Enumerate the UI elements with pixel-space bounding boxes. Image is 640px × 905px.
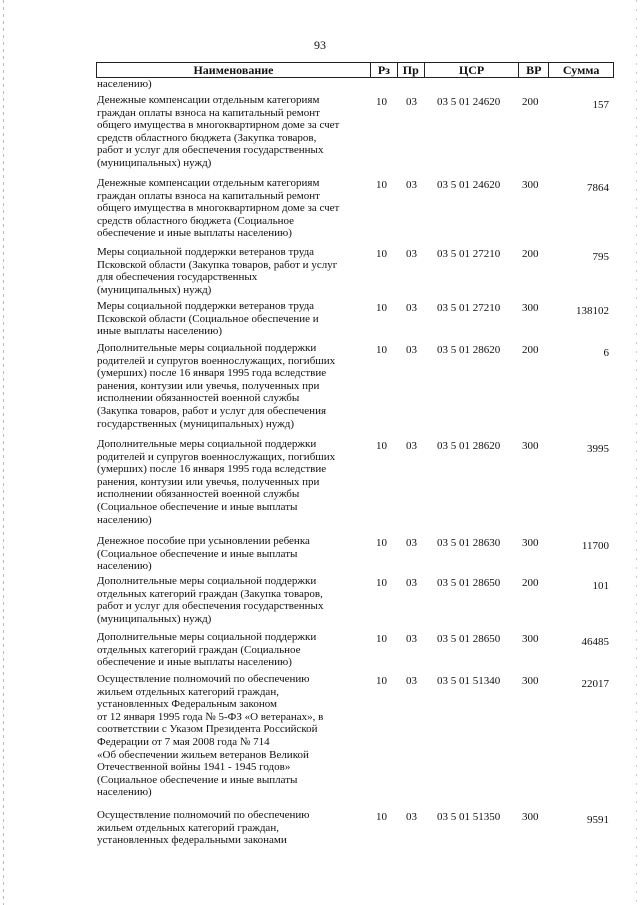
row-name-line: (Закупка товаров, работ и услуг для обеспечения [97,404,327,417]
row-rz: 10 [376,248,387,260]
row-sum: 9591 [587,814,609,826]
row-vr: 300 [522,302,539,314]
row-pr: 03 [406,179,417,191]
row-name-line: (Социальное обеспечение и иные выплаты [97,547,298,560]
row-name-line: (муниципальных) нужд) [97,283,212,296]
row-name-line: Дополнительные меры социальной поддержки [97,575,317,587]
row-name [97,300,369,338]
row-vr: 200 [522,96,539,108]
row-name-line: обеспечение и иные выплаты населению) [97,656,292,669]
row-name-line: «Об обеспечении жильем ветеранов Великой [97,748,309,761]
row-vr: 200 [522,344,539,356]
row-vr: 300 [522,675,539,687]
row-pr: 03 [406,96,417,108]
row-pr: 03 [406,577,417,589]
row-sum: 795 [592,251,609,263]
row-vr: 300 [522,440,539,452]
row-name-line: граждан оплаты взноса на капитальный ремонт [97,189,320,202]
row-rz: 10 [376,675,387,687]
row-name-line: населению) [97,560,152,573]
row-name-line: Дополнительные меры социальной поддержки [97,438,317,450]
row-sum: 22017 [581,678,609,690]
row-sum: 46485 [581,636,609,648]
row-vr: 300 [522,537,539,549]
row-name-line: Федерации от 7 мая 2008 года № 714 [97,735,270,748]
row-csr: 03 5 01 51350 [437,811,501,823]
row-name-line: отдельных категорий граждан (Закупка товаров, [97,587,323,600]
page-number: 93 [314,38,326,52]
row-vr: 300 [522,179,539,191]
row-pr: 03 [406,248,417,260]
row-rz: 10 [376,577,387,589]
row-vr: 200 [522,577,539,589]
header-sum: Сумма [562,62,600,77]
row-name-line: (муниципальных) нужд) [97,156,212,169]
row-name-line: родителей и супругов военнослужащих, погибших [97,354,336,367]
row-name-line: Осуществление полномочий по обеспечению [97,673,310,685]
row-name-line: Денежные компенсации отдельным категориям [97,94,320,106]
row-name-line: Денежные компенсации отдельным категориям [97,177,320,189]
row-csr: 03 5 01 27210 [437,248,501,260]
row-rz: 10 [376,537,387,549]
scan-edge-left [3,0,4,905]
row-rz: 10 [376,302,387,314]
row-name-line: родителей и супругов военнослужащих, погибших [97,450,336,463]
row-name [97,631,369,669]
scan-edge-right [636,0,637,905]
row-name [97,575,369,625]
row-vr: 300 [522,811,539,823]
row-vr: 200 [522,248,539,260]
row-name-line: средств областного бюджета (Закупка товаров, [97,131,317,144]
row-csr: 03 5 01 28620 [437,440,501,452]
row-name-line: Дополнительные меры социальной поддержки [97,342,317,354]
header-csr: ЦСР [425,63,520,77]
row-name-line: исполнении обязанностей военной службы [97,488,300,501]
row-name-line: работ и услуг для обеспечения государственных [97,144,324,157]
continuation-text: населению) [97,78,152,90]
row-name-line: Осуществление полномочий по обеспечению [97,809,310,821]
row-csr: 03 5 01 24620 [437,179,501,191]
row-name [97,246,369,296]
row-rz: 10 [376,633,387,645]
row-name-line: соответствии с Указом Президента Российской [97,723,318,736]
row-rz: 10 [376,344,387,356]
row-csr: 03 5 01 28620 [437,344,501,356]
row-name-line: (Социальное обеспечение и иные выплаты [97,773,298,786]
row-pr: 03 [406,675,417,687]
row-name [97,809,369,847]
row-name-line: Отечественной войны 1941 - 1945 годов» [97,761,291,774]
row-name [97,177,369,240]
row-csr: 03 5 01 27210 [437,302,501,314]
row-csr: 03 5 01 51340 [437,675,501,687]
row-name-line: Дополнительные меры социальной поддержки [97,631,317,643]
row-name-line: Псковской области (Социальное обеспечение и [97,312,319,325]
row-name-line: (умерших) после 16 января 1995 года вследствие [97,367,327,380]
row-pr: 03 [406,633,417,645]
row-pr: 03 [406,302,417,314]
row-sum: 138102 [576,305,609,317]
header-vr: ВР [519,63,549,77]
row-name-line: для обеспечения государственных [97,271,258,284]
row-pr: 03 [406,344,417,356]
row-name-line: Меры социальной поддержки ветеранов труда [97,246,315,258]
row-name [97,673,369,799]
row-pr: 03 [406,811,417,823]
row-sum: 101 [592,580,609,592]
row-name-line: иные выплаты населению) [97,325,222,338]
row-csr: 03 5 01 28630 [437,537,501,549]
row-name-line: общего имущества в многоквартирном доме за счет [97,119,340,132]
row-rz: 10 [376,811,387,823]
row-name-line: установленных федеральными законами [97,834,287,847]
table-header [96,62,614,78]
row-name-line: ранения, контузии или увечья, полученных при [97,475,320,488]
row-csr: 03 5 01 24620 [437,96,501,108]
row-pr: 03 [406,440,417,452]
row-name-line: Денежное пособие при усыновлении ребенка [97,535,310,547]
row-sum: 157 [592,99,609,111]
row-rz: 10 [376,96,387,108]
row-name-line: Меры социальной поддержки ветеранов труда [97,300,315,312]
row-sum: 6 [603,347,609,359]
row-name-line: (муниципальных) нужд) [97,612,212,625]
row-sum: 7864 [587,182,609,194]
row-sum: 11700 [581,540,609,552]
row-sum: 3995 [587,443,609,455]
row-name-line: жильем отдельных категорий граждан, [97,821,279,834]
row-rz: 10 [376,179,387,191]
row-csr: 03 5 01 28650 [437,577,501,589]
row-vr: 300 [522,633,539,645]
row-name-line: средств областного бюджета (Социальное [97,214,295,227]
row-name-line: (умерших) после 16 января 1995 года вследствие [97,463,327,476]
row-name [97,342,369,430]
row-name-line: (Социальное обеспечение и иные выплаты [97,500,298,513]
row-name-line: работ и услуг для обеспечения государственных [97,600,324,613]
row-name-line: общего имущества в многоквартирном доме за счет [97,202,340,215]
row-name-line: граждан оплаты взноса на капитальный ремонт [97,106,320,119]
row-name-line: установленных Федеральным законом [97,698,277,711]
row-name [97,535,369,573]
row-name [97,438,369,526]
header-pr: Пр [398,63,425,77]
row-name-line: населению) [97,786,152,799]
row-name-line: населению) [97,513,152,526]
row-pr: 03 [406,537,417,549]
row-name-line: обеспечение и иные выплаты населению) [97,227,292,240]
row-name-line: отдельных категорий граждан (Социальное [97,643,301,656]
row-csr: 03 5 01 28650 [437,633,501,645]
header-name: Наименование [97,63,371,77]
row-name-line: от 12 января 1995 года № 5-ФЗ «О ветеранах», в [97,710,324,723]
row-name-line: государственных (муниципальных) нужд) [97,417,294,430]
row-name-line: Псковской области (Закупка товаров, работ и услуг [97,258,338,271]
row-name-line: исполнении обязанностей военной службы [97,392,300,405]
row-name-line: жильем отдельных категорий граждан, [97,685,279,698]
header-rz: Рз [371,63,398,77]
row-name [97,94,369,170]
row-name-line: ранения, контузии или увечья, полученных при [97,379,320,392]
row-rz: 10 [376,440,387,452]
